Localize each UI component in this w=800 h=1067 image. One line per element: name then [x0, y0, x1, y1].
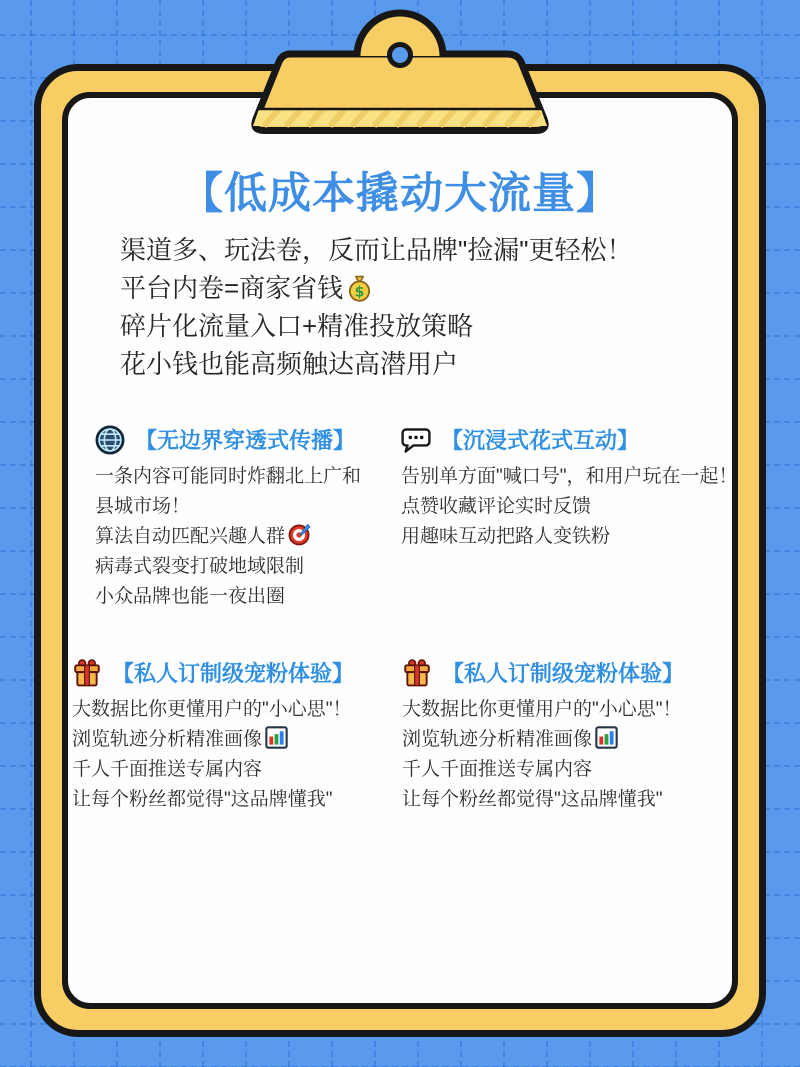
section-custom-fan-experience-left [72, 657, 402, 815]
text-line: 点赞收藏评论实时反馈 [401, 496, 592, 517]
barchart-icon [595, 726, 618, 749]
section-title: 【无边界穿透式传播】 [135, 428, 356, 453]
globe-icon [95, 425, 125, 455]
barchart-icon [265, 726, 288, 749]
text-line: 千人千面推送专属内容 [72, 759, 263, 780]
section-header [402, 657, 732, 688]
text-line: 小众品牌也能一夜出圈 [95, 586, 286, 607]
section-body [95, 462, 425, 612]
text-line: 让每个粉丝都觉得"这品牌懂我" [402, 789, 663, 810]
text-line: 一条内容可能同时炸翻北上广和 [95, 466, 362, 487]
moneybag-icon [346, 275, 373, 302]
section-body [401, 462, 738, 552]
text-line: 大数据比你更懂用户的"小心思"！ [402, 699, 682, 720]
clipboard-clip-graphic [230, 0, 570, 150]
section-body [72, 695, 402, 815]
section-title: 【沉浸式花式互动】 [441, 428, 640, 453]
section-header [72, 657, 402, 688]
section-immersive-interaction [401, 424, 738, 552]
section-title: 【私人订制级宠粉体验】 [112, 661, 355, 686]
text-line: 让每个粉丝都觉得"这品牌懂我" [72, 789, 333, 810]
section-custom-fan-experience-right [402, 657, 732, 815]
intro-line: 平台内卷=商家省钱 $ [120, 269, 632, 307]
text-line: 浏览轨迹分析精准画像 [72, 725, 402, 755]
clipboard-clip [230, 0, 570, 150]
intro-line: 渠道多、玩法卷，反而让品牌"捡漏"更轻松！ [120, 235, 633, 265]
speech-icon [401, 425, 431, 455]
target-icon [288, 523, 311, 546]
intro-block [120, 231, 632, 383]
text-line: 病毒式裂变打破地域限制 [95, 556, 305, 577]
section-header [401, 424, 731, 455]
text-line: 县城市场！ [95, 496, 191, 517]
text-line: 算法自动匹配兴趣人群 [95, 522, 425, 552]
text-line: 用趣味互动把路人变铁粉 [401, 526, 611, 547]
intro-line: 碎片化流量入口+精准投放策略 [120, 311, 474, 341]
section-title: 【私人订制级宠粉体验】 [442, 661, 685, 686]
text-line: 浏览轨迹分析精准画像 [402, 725, 732, 755]
gift-icon [402, 658, 432, 688]
intro-line: 花小钱也能高频触达高潜用户 [120, 349, 459, 379]
text-line: 千人千面推送专属内容 [402, 759, 593, 780]
text-line: 大数据比你更懂用户的"小心思"！ [72, 699, 352, 720]
text-line: 告别单方面"喊口号"，和用户玩在一起！ [401, 466, 738, 487]
section-header [95, 424, 425, 455]
page-title: 【低成本撬动大流量】 [180, 170, 620, 218]
section-borderless-spread [95, 424, 425, 612]
svg-text:$: $ [354, 284, 365, 301]
section-body [402, 695, 732, 815]
gift-icon [72, 658, 102, 688]
